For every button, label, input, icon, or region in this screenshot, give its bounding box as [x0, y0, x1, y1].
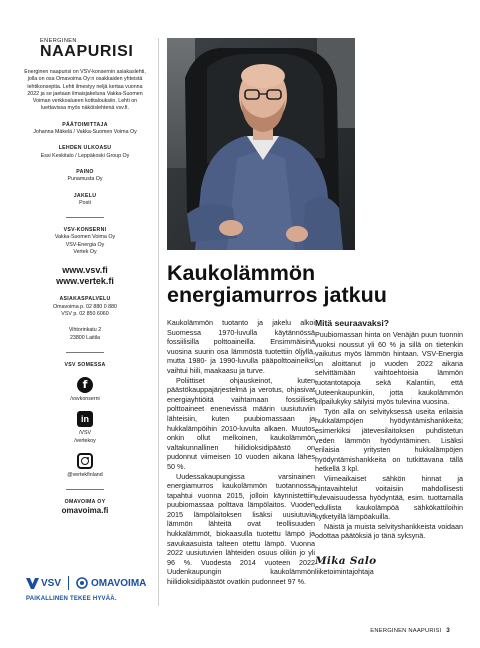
article-paragraph: Viimeaikaiset sähkön hinnat ja hintavaihtelut voitaisiin mahdollisesti tulevaisuudessa hyödyntää, esim. tuottamalla edullista kaukolämpöä sähkökattiloihin kytketyillä lämpöakuilla. [315, 473, 463, 522]
social-item-linkedin[interactable] [22, 411, 148, 445]
print-block [22, 169, 148, 184]
service-phone: VSV p. 02 850 6060 [61, 310, 109, 317]
distribution-block [22, 193, 148, 208]
vsv-logo-text: VSV [41, 577, 62, 589]
logo-row [26, 576, 156, 590]
article-paragraph: Näistä ja muista selvityshankkeista voidaan odottaa päätöksiä jo tänä syksynä. [315, 521, 463, 541]
sidebar-divider [66, 352, 104, 353]
article-paragraph: Puubiomassan hinta on Venäjän puun tuonnin vuoksi noussut yli 60 % ja sillä on tietenkin vaikutus myös lämmön hintaan. VSV-Energia on aloittanut jo vuoden 2022 aikana selvittämään vaihtoehtoisia lämmön tuotantotapoja sekä Kalantiin, että Uuteenkaupunkiin, jotta kaukolämmön kilpailukyky säilyisi myös tulevina vuosina. [315, 330, 463, 407]
vertek-web-link[interactable]: www.vertek.fi [56, 276, 114, 287]
distribution-heading: JAKELU [73, 192, 97, 199]
footer-section: ENERGINEN NAAPURISI [370, 628, 442, 634]
portrait-photo [167, 38, 355, 250]
article-paragraph: Työn alla on selvityksessä useita erilaisia hukkalämpöjen hyödyntämishankkeita; esimerkiksi jätevesilaitoksen puhdistetun veden lämmön hyödyntäminen. Lisäksi erilaisia yritysten hukkalämpöjen hyödyntämishankkeita on tutkittavana tällä hetkellä 3 kpl. [315, 406, 463, 474]
editor-name: Johanna Mäkelä / Vakka-Suomen Voima Oy [33, 129, 137, 136]
address-line: Vihtorinkatu 2 [68, 327, 102, 334]
page-number: 3 [446, 627, 450, 634]
article-headline: Kaukolämmön energiamurros jatkuu [167, 261, 387, 307]
omavoima-logo-mark-icon [76, 577, 88, 589]
company-logos [26, 576, 156, 602]
author-signature: Mika Salo [315, 555, 377, 568]
group-company: Vertek Oy [73, 249, 97, 256]
social-item-facebook[interactable] [22, 377, 148, 403]
web-links [22, 265, 148, 287]
service-heading: ASIAKASPALVELU [59, 296, 111, 303]
print-name: Punamusta Oy [67, 176, 103, 183]
sidebar-divider [66, 489, 104, 490]
print-heading: PAINO [76, 168, 94, 175]
sidebar-colophon [22, 38, 148, 514]
layout-block [22, 145, 148, 160]
layout-heading: LEHDEN ULKOASU [58, 145, 112, 152]
article-paragraph: Kaukolämmön tuotanto ja jakelu alkoi Suomessa 1970-luvulla käytännössä fossiilisilla polttoaineilla. Ensimmäisinä vuosina suurin osa lämmöstä tuotettiin öljyllä, mutta 1980- ja 1990-luvulla pääpolttoaineiksi vaihtui hiili, maakaasu ja turve. [167, 318, 315, 375]
facebook-icon[interactable]: f [77, 377, 93, 393]
portrait-illustration [167, 38, 355, 250]
article-paragraph: Poliittiset ohjauskeinot, kuten päästökauppajärjestelmä ja verotus, ohjasivat energiayhtiöitä vaihtamaan fossiiliset polttoaineet enenevissä määrin uusiutuviin lähteisiin, kuten puubiomassaan ja hukkalämpöihin 2010-luvulta alkaen. Muutos onkin ollut melkoinen, kaukolämmön valtakunnallinen hiilidioksidipäästö on pudonnut viimeisen 10 vuoden aikana lähes 50 %. [167, 375, 315, 471]
distribution-name: Posti [79, 199, 91, 206]
vsv-logo-mark-icon [26, 578, 39, 589]
group-company: Vakka-Suomen Voima Oy [54, 234, 116, 241]
magazine-intro: Energinen naapurisi on VSV-konsernin asiakaslehti, jolla on osa Omavoima Oy:n osakkaiden yhteistä lehtikonseptia. Lehti ilmestyy neljä kertaa vuonna 2022 ja se jaetaan ilmaisjakeluna Vakka-Suomen Voiman verkkoalueen kotitalouksiin. Lehti on luettavissa myös näköislehtenä vsv.fi. [24, 69, 146, 112]
article-column-left [167, 318, 315, 587]
article-paragraph: Uudessakaupungissa varsinainen energiamurros kaukolämmön tuotannossa tapahtui vuonna 2015, jolloin käynnistettiin puubiomassaa polttava lämpölaitos. Vuoden 2015 lämpölaitoksen lisäksi uusiutuvia lämmön lähteitä ovat teollisuuden hukkalämmöt, biokaasulla tuotettu lämpö ja savukaasuista talteen otettu lämpö. Vuonna 2022 uusiutuvien lähteiden osuus olikin jo yli 96 %. Vuodesta 2014 vuoteen 2022 Uudenkaupungin kaukolämmön hiilidioksidipäästöt ovatkin pudonneet 97 %. [167, 471, 315, 587]
omavoima-block [22, 499, 148, 514]
slogan: PAIKALLINEN TEKEE HYVÄÄ. [26, 596, 117, 602]
group-heading: VSV-KONSERNI [63, 227, 107, 234]
group-company: VSV-Energia Oy [65, 241, 105, 248]
vsv-logo [26, 578, 61, 589]
article-column-right [315, 318, 463, 576]
address-block [22, 327, 148, 342]
omavoima-web-link[interactable]: omavoima.fi [61, 505, 109, 515]
social-handle[interactable]: /VSV /vertekoy [74, 430, 96, 444]
social-block [22, 362, 148, 479]
sidebar-divider [66, 217, 104, 218]
layout-name: Essi Keskitalo / Leppäkoski Group Oy [40, 152, 130, 159]
social-heading: VSV SOMESSA [64, 361, 106, 368]
service-phone: Omavoima p. 02 880 0 880 [53, 303, 117, 310]
omavoima-logo-text: OMAVOIMA [91, 577, 147, 589]
service-block [22, 296, 148, 318]
article-subheading: Mitä seuraavaksi? [315, 318, 390, 328]
omavoima-logo [76, 577, 146, 589]
page-footer [370, 627, 450, 634]
linkedin-icon[interactable]: in [77, 411, 93, 427]
social-handle[interactable]: /vsvkonserni [70, 396, 100, 403]
logo-separator [68, 576, 69, 590]
vsv-web-link[interactable]: www.vsv.fi [62, 265, 108, 276]
editor-block [22, 122, 148, 137]
magazine-brand-small: ENERGINEN [40, 38, 77, 44]
magazine-title: NAAPURISI [40, 43, 134, 60]
omavoima-heading: OMAVOIMA OY [64, 499, 106, 506]
column-divider [158, 38, 159, 606]
address-line: 23800 Laitila [69, 334, 101, 341]
instagram-icon[interactable] [77, 453, 93, 469]
social-item-instagram[interactable] [22, 453, 148, 479]
social-handle[interactable]: @vertekfinland [67, 472, 103, 479]
group-block [22, 227, 148, 256]
author-role: liiketoimintajohtaja [315, 567, 374, 577]
editor-heading: PÄÄTOIMITTAJA [62, 121, 108, 128]
